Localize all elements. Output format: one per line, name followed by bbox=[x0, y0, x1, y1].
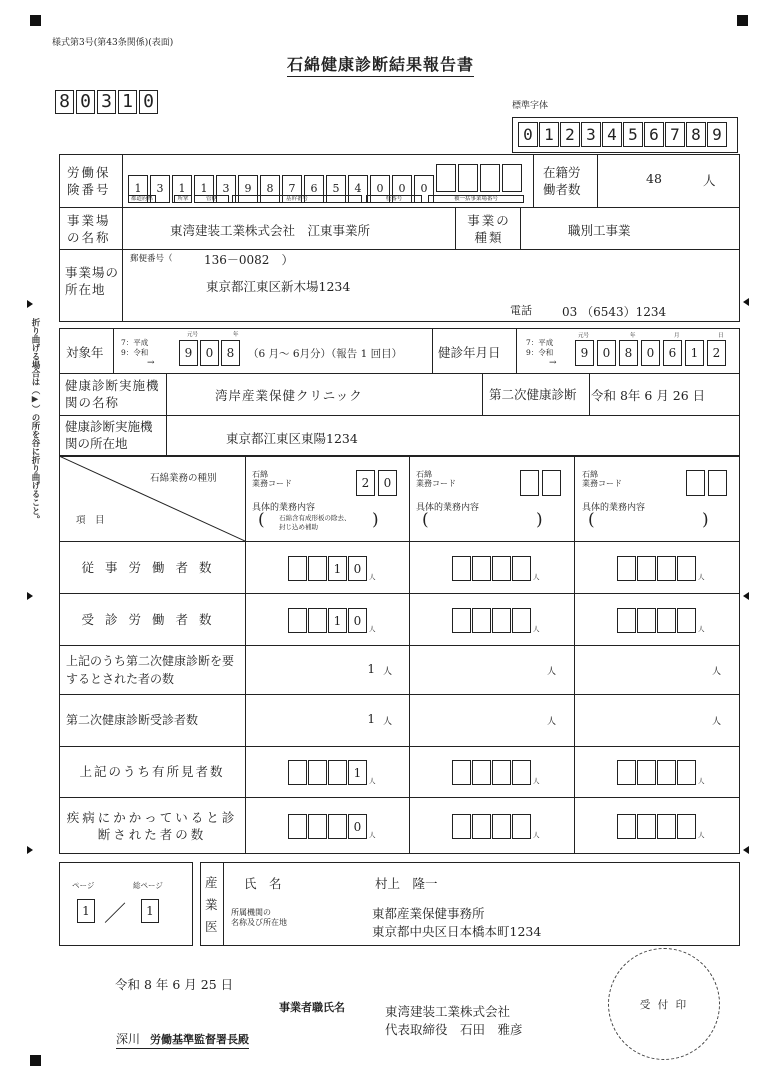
count-digit[interactable] bbox=[288, 608, 307, 633]
standard-font-digit: 8 bbox=[686, 122, 706, 147]
exam-date-digit[interactable]: 6 bbox=[663, 340, 682, 366]
count-unit: 人 bbox=[698, 572, 705, 581]
employees-value: 48 bbox=[646, 171, 662, 186]
standard-font-digit: 2 bbox=[560, 122, 580, 147]
phone-label: 電話 bbox=[510, 304, 532, 317]
insurance-digit[interactable]: 7 bbox=[282, 175, 302, 203]
count-unit: 人 bbox=[369, 777, 376, 785]
count-digit[interactable] bbox=[617, 814, 636, 839]
work-content[interactable]: 石綿含有成形板の除去、 封じ込め補助 bbox=[279, 514, 351, 531]
asbestos-code-digit[interactable] bbox=[708, 470, 727, 496]
count-digit[interactable] bbox=[617, 556, 636, 581]
reception-stamp bbox=[608, 948, 720, 1060]
insurance-digit[interactable]: 0 bbox=[370, 175, 390, 203]
standard-font-label: 標準字体 bbox=[512, 101, 549, 111]
form-code-digit: 1 bbox=[118, 90, 137, 114]
count-digit[interactable] bbox=[308, 814, 327, 839]
workplace-name: 東湾建装工業株式会社 江東事業所 bbox=[170, 223, 371, 238]
count-unit: 人 bbox=[369, 831, 376, 839]
second-exam-label: 第二次健康診断 bbox=[489, 387, 577, 402]
count-unit: 人 bbox=[698, 831, 705, 839]
work-content-close-paren: ) bbox=[536, 510, 543, 530]
exam-date-digit[interactable]: 0 bbox=[597, 340, 616, 366]
standard-font-box bbox=[512, 117, 738, 153]
count-digit[interactable] bbox=[677, 608, 696, 633]
count-unit: 人 bbox=[533, 624, 540, 633]
report-date: 令和 8 年 6 月 25 日 bbox=[115, 977, 234, 992]
count-unit: 人 bbox=[383, 717, 393, 727]
insurance-sublabels bbox=[128, 195, 524, 204]
total-pages: 1 bbox=[141, 899, 159, 923]
count-unit: 人 bbox=[547, 666, 557, 677]
fold-arrow-icon bbox=[743, 592, 749, 600]
count-digit[interactable] bbox=[677, 814, 696, 839]
count-digit[interactable] bbox=[677, 556, 696, 581]
fold-arrow-icon bbox=[27, 300, 33, 308]
count-digit[interactable]: 1 bbox=[328, 608, 347, 633]
count-boxes[interactable] bbox=[452, 814, 540, 839]
count-unit: 人 bbox=[369, 624, 376, 633]
insurance-digit[interactable]: 0 bbox=[392, 175, 412, 203]
fold-note: 折り曲げる場合は（▶）の所を谷に折り曲げること。 bbox=[30, 318, 40, 524]
row-label: 従事労働者数 bbox=[81, 559, 223, 575]
row-label: 第二次健康診断受診者数 bbox=[66, 713, 199, 727]
insurance-digit[interactable]: 1 bbox=[172, 175, 192, 203]
employer-company: 東湾建装工業株式会社 bbox=[385, 1004, 511, 1019]
target-era-mark: 元号 bbox=[187, 332, 199, 338]
employer-representative: 代表取締役 石田 雅彦 bbox=[385, 1022, 523, 1037]
form-code-digit: 0 bbox=[139, 90, 158, 114]
count-boxes[interactable] bbox=[617, 760, 705, 785]
count-digit[interactable] bbox=[657, 814, 676, 839]
registration-mark bbox=[30, 15, 41, 26]
exam-date-digit[interactable]: 9 bbox=[575, 340, 594, 366]
insurance-digit[interactable]: 0 bbox=[414, 175, 434, 203]
work-content-open-paren: ( bbox=[258, 510, 265, 530]
count-digit[interactable] bbox=[288, 814, 307, 839]
registration-mark bbox=[737, 15, 748, 26]
labor-office-title: 労働基準監督署長殿 bbox=[150, 1033, 250, 1046]
exam-date-mark: 元号 bbox=[578, 333, 590, 339]
count-digit[interactable] bbox=[472, 556, 491, 581]
count-digit[interactable] bbox=[452, 814, 471, 839]
corner-bottom-label: 項 目 bbox=[76, 515, 105, 526]
institution-address: 東京都江東区東陽1234 bbox=[226, 431, 358, 446]
count-value[interactable]: 1 bbox=[367, 712, 375, 726]
insurance-digit[interactable]: 1 bbox=[194, 175, 214, 203]
work-content-close-paren: ) bbox=[702, 510, 709, 530]
fold-arrow-icon bbox=[743, 846, 749, 854]
insurance-sublabel: 被一括事業場番号 bbox=[428, 195, 524, 203]
count-boxes[interactable] bbox=[452, 608, 540, 633]
count-digit[interactable] bbox=[492, 608, 511, 633]
target-year-digit[interactable]: 0 bbox=[200, 340, 219, 366]
form-code-digit: 3 bbox=[97, 90, 116, 114]
count-digit[interactable] bbox=[472, 608, 491, 633]
asbestos-code-label: 石綿 業務コード bbox=[416, 470, 456, 488]
count-digit[interactable] bbox=[657, 556, 676, 581]
employer-label: 事業者職氏名 bbox=[279, 1001, 345, 1014]
count-unit: 人 bbox=[712, 717, 722, 727]
address-label: 事業場の所在地 bbox=[65, 265, 120, 297]
form-code-digit: 8 bbox=[55, 90, 74, 114]
count-digit[interactable]: 0 bbox=[348, 608, 367, 633]
count-boxes[interactable] bbox=[288, 814, 376, 839]
second-exam-date: 令和 8年 6 月 26 日 bbox=[591, 388, 706, 403]
exam-date-digits bbox=[575, 340, 729, 366]
insurance-number-label: 労働保険番号 bbox=[67, 165, 111, 197]
insurance-digit[interactable] bbox=[502, 164, 522, 192]
asbestos-code-digit[interactable] bbox=[520, 470, 539, 496]
asbestos-code-digit[interactable] bbox=[686, 470, 705, 496]
count-boxes[interactable] bbox=[288, 760, 376, 785]
count-digit[interactable] bbox=[288, 760, 307, 785]
count-boxes[interactable] bbox=[452, 556, 540, 581]
work-content-label: 具体的業務内容 bbox=[416, 503, 480, 513]
exam-date-mark: 月 bbox=[674, 333, 680, 339]
row-label: 受診労働者数 bbox=[81, 611, 223, 627]
count-boxes[interactable] bbox=[288, 556, 376, 581]
count-digit[interactable] bbox=[288, 556, 307, 581]
doctor-name-label: 氏 名 bbox=[244, 876, 282, 891]
exam-date-label: 健診年月日 bbox=[438, 345, 501, 360]
count-digit[interactable] bbox=[512, 814, 531, 839]
count-digit[interactable] bbox=[637, 814, 656, 839]
count-digit[interactable] bbox=[512, 608, 531, 633]
insurance-digit[interactable] bbox=[458, 164, 478, 192]
count-boxes[interactable] bbox=[617, 608, 705, 633]
count-digit[interactable] bbox=[472, 760, 491, 785]
insurance-digit[interactable]: 6 bbox=[304, 175, 324, 203]
count-unit: 人 bbox=[698, 624, 705, 633]
work-content-open-paren: ( bbox=[422, 510, 429, 530]
insurance-sublabel: 都道府県 bbox=[128, 195, 156, 203]
exam-date-digit[interactable]: 2 bbox=[707, 340, 726, 366]
standard-font-digit: 6 bbox=[644, 122, 664, 147]
asbestos-code[interactable] bbox=[356, 470, 400, 496]
insurance-sublabel: 所掌 bbox=[174, 195, 192, 203]
count-digit[interactable] bbox=[637, 608, 656, 633]
count-digit[interactable] bbox=[308, 760, 327, 785]
row-label: 上記のうち有所見者数 bbox=[79, 764, 225, 779]
count-unit: 人 bbox=[533, 831, 540, 839]
exam-date-mark: 日 bbox=[718, 333, 724, 339]
insurance-digit[interactable]: 8 bbox=[260, 175, 280, 203]
count-unit: 人 bbox=[369, 572, 376, 581]
asbestos-code-digit[interactable]: 0 bbox=[378, 470, 397, 496]
fold-arrow-icon bbox=[27, 592, 33, 600]
page-label: ページ bbox=[72, 881, 95, 890]
total-pages-label: 総ページ bbox=[133, 881, 163, 890]
employees-label: 在籍労働者数 bbox=[543, 165, 581, 197]
insurance-digit[interactable]: 3 bbox=[150, 175, 170, 203]
postal-label: 郵便番号（ bbox=[130, 254, 173, 264]
fold-arrow-icon bbox=[27, 846, 33, 854]
insurance-sublabel: 基幹番号 bbox=[232, 195, 362, 203]
target-year-digit[interactable]: 8 bbox=[221, 340, 240, 366]
count-digit[interactable]: 1 bbox=[328, 556, 347, 581]
row-label: 疾病にかかっていると診断された者の数 bbox=[66, 809, 238, 842]
count-digit[interactable] bbox=[308, 556, 327, 581]
count-digit[interactable] bbox=[452, 760, 471, 785]
row-label: 上記のうち第二次健康診断を要するとされた者の数 bbox=[66, 653, 235, 686]
count-unit: 人 bbox=[698, 777, 705, 785]
asbestos-code-digit[interactable] bbox=[542, 470, 561, 496]
count-value[interactable]: 1 bbox=[367, 661, 375, 676]
standard-font-digit: 5 bbox=[623, 122, 643, 147]
labor-office bbox=[116, 1030, 249, 1049]
target-era-options: 7：平成 9：令和 bbox=[121, 338, 149, 357]
work-content-open-paren: ( bbox=[588, 510, 595, 530]
form-code-digit: 0 bbox=[76, 90, 95, 114]
insurance-sublabel: 枝番号 bbox=[366, 195, 422, 203]
count-digit[interactable] bbox=[637, 556, 656, 581]
count-digit[interactable] bbox=[657, 760, 676, 785]
page-title: 石綿健康診断結果報告書 bbox=[287, 52, 474, 77]
work-content-close-paren: ) bbox=[372, 510, 379, 530]
count-digit[interactable] bbox=[492, 814, 511, 839]
count-digit[interactable] bbox=[512, 760, 531, 785]
doctor-inst-address: 東京都中央区日本橋本町1234 bbox=[372, 924, 542, 939]
count-digit[interactable]: 0 bbox=[348, 814, 367, 839]
business-type-label: 事業の種類 bbox=[467, 213, 511, 245]
form-code bbox=[55, 90, 160, 114]
count-digit[interactable] bbox=[328, 814, 347, 839]
workplace-name-label: 事業場の名称 bbox=[67, 213, 111, 245]
reception-stamp-label: 受 付 印 bbox=[639, 998, 689, 1011]
count-boxes[interactable] bbox=[452, 760, 540, 785]
exam-arrow: → bbox=[549, 358, 557, 368]
postal-code: 136－0082 ） bbox=[204, 253, 294, 267]
doctor-inst-name: 東都産業保健事務所 bbox=[372, 906, 485, 921]
count-unit: 人 bbox=[533, 777, 540, 785]
phone-value: 03 （6543）1234 bbox=[562, 305, 667, 319]
count-digit[interactable] bbox=[617, 760, 636, 785]
asbestos-code-label: 石綿 業務コード bbox=[582, 470, 622, 488]
count-digit[interactable]: 1 bbox=[348, 760, 367, 785]
count-boxes[interactable] bbox=[288, 608, 376, 633]
insurance-digit[interactable] bbox=[436, 164, 456, 192]
institution-name: 湾岸産業保健クリニック bbox=[215, 388, 363, 403]
standard-font-digit: 3 bbox=[581, 122, 601, 147]
fold-arrow-icon bbox=[743, 298, 749, 306]
count-digit[interactable] bbox=[677, 760, 696, 785]
asbestos-code-digit[interactable]: 2 bbox=[356, 470, 375, 496]
standard-font-digit: 9 bbox=[707, 122, 727, 147]
exam-date-digit[interactable]: 1 bbox=[685, 340, 704, 366]
count-digit[interactable] bbox=[308, 608, 327, 633]
count-digit[interactable] bbox=[472, 814, 491, 839]
institution-label: 健康診断実施機関の名称 bbox=[65, 378, 160, 410]
page-number: 1 bbox=[77, 899, 95, 923]
standard-font-digit: 0 bbox=[518, 122, 538, 147]
count-digit[interactable]: 0 bbox=[348, 556, 367, 581]
count-digit[interactable] bbox=[492, 556, 511, 581]
count-digit[interactable] bbox=[452, 556, 471, 581]
doctor-name: 村上 隆一 bbox=[375, 876, 438, 891]
target-year-label: 対象年 bbox=[66, 345, 104, 360]
count-digit[interactable] bbox=[512, 556, 531, 581]
registration-mark bbox=[30, 1055, 41, 1066]
asbestos-code[interactable] bbox=[520, 470, 564, 499]
insurance-digit[interactable] bbox=[480, 164, 500, 192]
target-year-digits bbox=[179, 340, 242, 366]
address-value: 東京都江東区新木場1234 bbox=[206, 279, 351, 294]
target-arrow: → bbox=[147, 358, 155, 368]
target-year-digit[interactable]: 9 bbox=[179, 340, 198, 366]
work-content-label: 具体的業務内容 bbox=[582, 503, 646, 513]
doctor-side-label: 産業医 bbox=[205, 875, 218, 934]
count-digit[interactable] bbox=[657, 608, 676, 633]
count-digit[interactable] bbox=[637, 760, 656, 785]
insurance-digit[interactable]: 5 bbox=[326, 175, 346, 203]
insurance-digit[interactable]: 4 bbox=[348, 175, 368, 203]
insurance-digit[interactable]: 1 bbox=[128, 175, 148, 203]
doctor-inst-label: 所属機関の 名称及び所在地 bbox=[231, 908, 287, 927]
corner-top-label: 石綿業務の種別 bbox=[150, 473, 217, 484]
exam-date-mark: 年 bbox=[630, 333, 636, 339]
count-unit: 人 bbox=[547, 717, 557, 727]
labor-office-name: 深川 bbox=[116, 1032, 141, 1046]
count-boxes[interactable] bbox=[617, 556, 705, 581]
target-year-mark: 年 bbox=[233, 332, 239, 338]
count-boxes[interactable] bbox=[617, 814, 705, 839]
corner-diagonal bbox=[59, 456, 245, 541]
asbestos-code-label: 石綿 業務コード bbox=[252, 470, 292, 488]
institution-address-label: 健康診断実施機関の所在地 bbox=[65, 419, 153, 451]
count-digit[interactable] bbox=[617, 608, 636, 633]
exam-era-options: 7：平成 9：令和 bbox=[526, 338, 554, 357]
business-type: 職別工事業 bbox=[568, 223, 631, 238]
employees-unit: 人 bbox=[703, 173, 716, 188]
work-content-label: 具体的業務内容 bbox=[252, 503, 316, 513]
target-period: （6 月～ 6月分）（報告 1 回目） bbox=[248, 348, 403, 360]
standard-font-digit: 4 bbox=[602, 122, 622, 147]
count-digit[interactable] bbox=[492, 760, 511, 785]
insurance-sublabel: 管轄 bbox=[194, 195, 229, 203]
count-unit: 人 bbox=[383, 666, 393, 677]
standard-font-digit: 7 bbox=[665, 122, 685, 147]
insurance-digit[interactable]: 9 bbox=[238, 175, 258, 203]
count-unit: 人 bbox=[712, 666, 722, 677]
standard-font-digit: 1 bbox=[539, 122, 559, 147]
exam-date-digit[interactable]: 8 bbox=[619, 340, 638, 366]
exam-date-digit[interactable]: 0 bbox=[641, 340, 660, 366]
exam-date-marks bbox=[578, 331, 728, 339]
count-digit[interactable] bbox=[452, 608, 471, 633]
form-reference: 様式第3号(第43条関係)(表面) bbox=[52, 38, 174, 48]
asbestos-code[interactable] bbox=[686, 470, 730, 499]
count-digit[interactable] bbox=[328, 760, 347, 785]
page-slash: ／ bbox=[104, 902, 127, 927]
count-unit: 人 bbox=[533, 572, 540, 581]
insurance-digit[interactable]: 3 bbox=[216, 175, 236, 203]
